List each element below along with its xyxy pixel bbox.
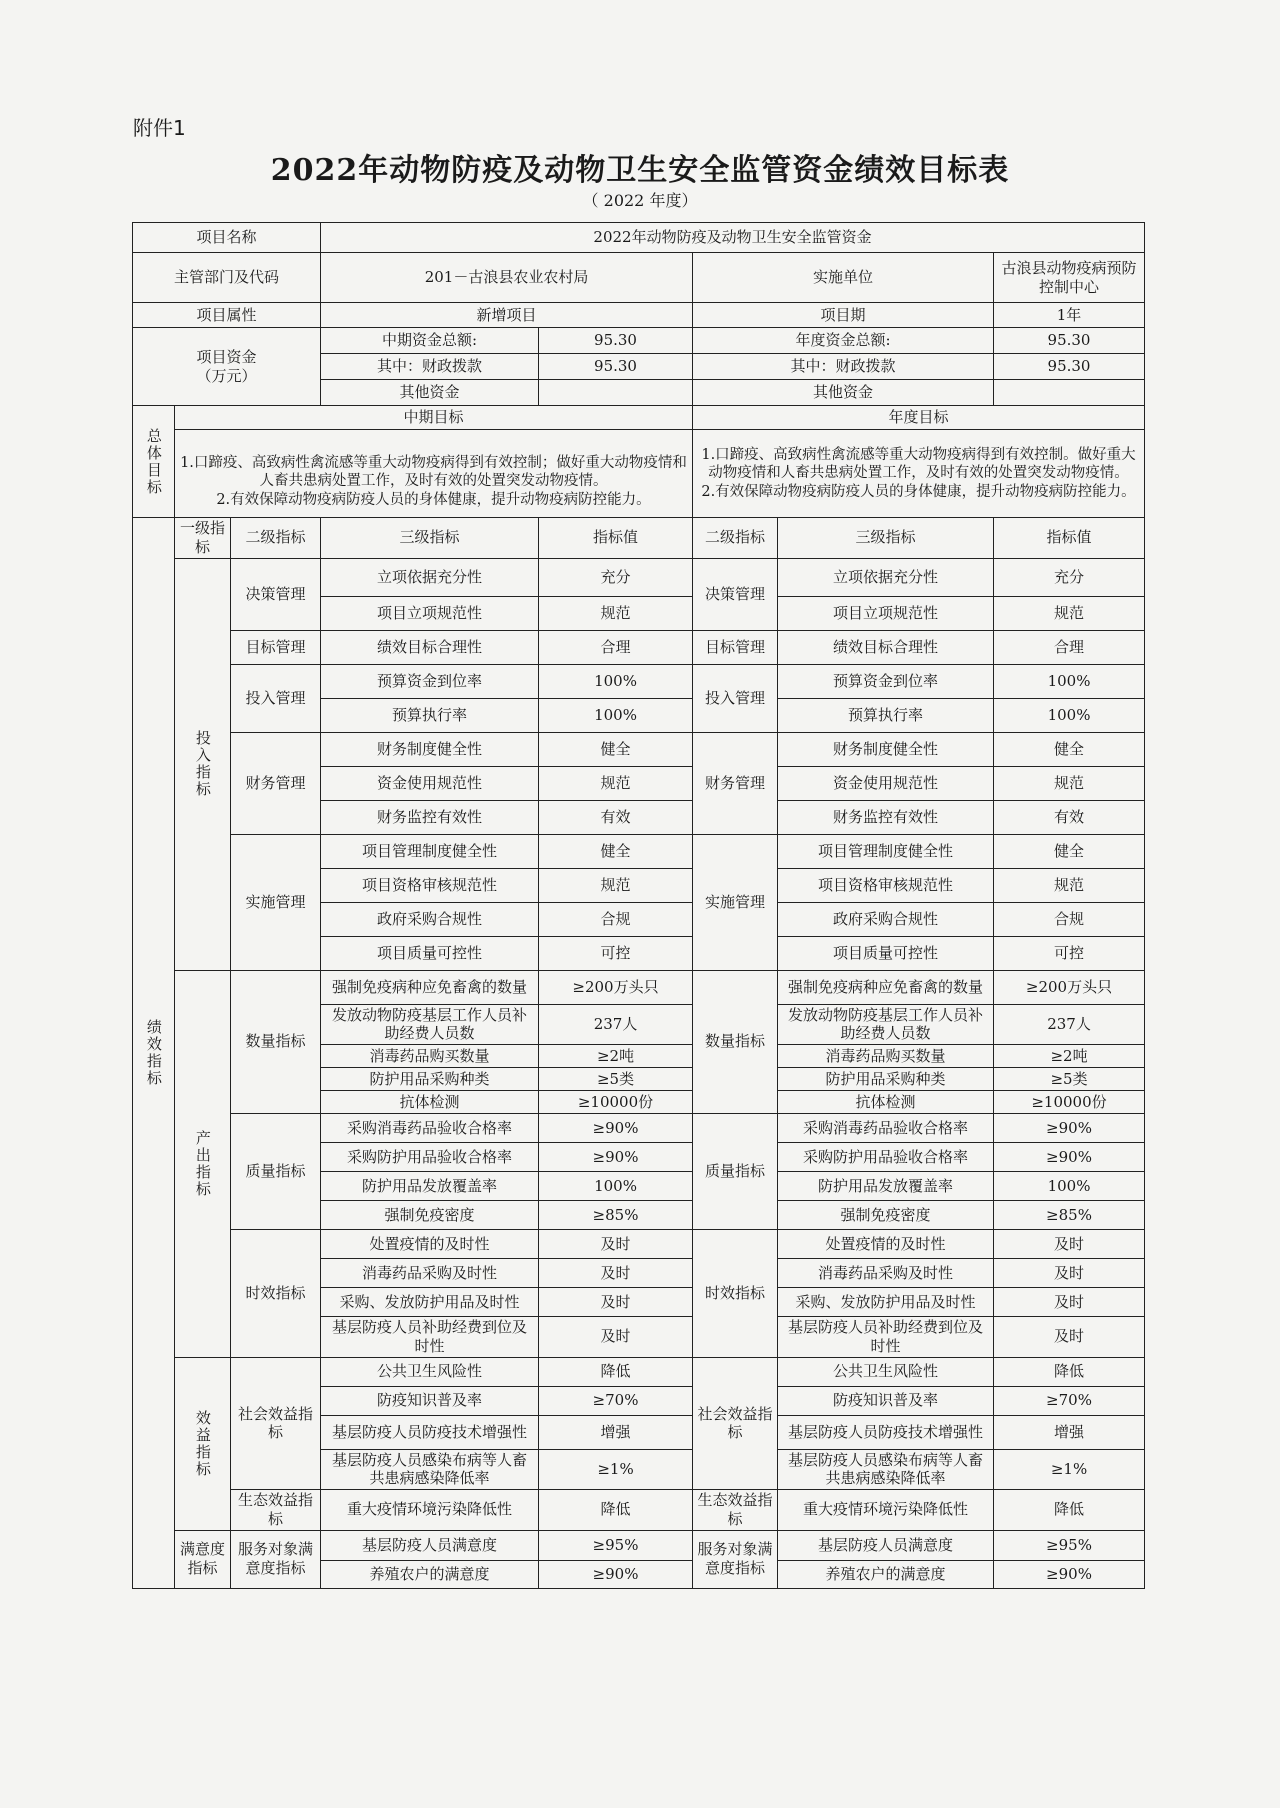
performance-target-table: [132, 222, 1145, 1589]
l3-indicator-value-annual: 有效: [994, 800, 1145, 834]
l3-indicator-value: 有效: [539, 800, 693, 834]
l3-indicator-name: 基层防疫人员满意度: [321, 1530, 539, 1560]
annual-total-label: 年度资金总额:: [693, 328, 994, 354]
l3-indicator-value: 规范: [539, 596, 693, 630]
l3-indicator-name: 重大疫情环境污染降低性: [321, 1490, 539, 1531]
l3-indicator-value-annual: ≥90%: [994, 1143, 1145, 1172]
mid-other-label: 其他资金: [321, 380, 539, 406]
period-label: 项目期: [693, 303, 994, 328]
annual-fiscal-value: 95.30: [994, 354, 1145, 380]
l3-indicator-value: ≥90%: [539, 1143, 693, 1172]
l3-indicator-value: 可控: [539, 936, 693, 970]
indicator-row: [133, 1357, 1145, 1386]
l3-indicator-name-annual: 强制免疫密度: [778, 1201, 994, 1230]
mid-goal-text: [175, 430, 693, 518]
l3-indicator-name-annual: 防护用品发放覆盖率: [778, 1172, 994, 1201]
l3-indicator-value-annual: 100%: [994, 664, 1145, 698]
mid-total-value: 95.30: [539, 328, 693, 354]
indicator-row: [133, 1230, 1145, 1259]
l3-indicator-name-annual: 采购消毒药品验收合格率: [778, 1114, 994, 1143]
l3-indicator-value-annual: ≥5类: [994, 1068, 1145, 1091]
l3-indicator-name: 立项依据充分性: [321, 558, 539, 596]
mid-total-label: 中期资金总额:: [321, 328, 539, 354]
l3-indicator-value-annual: 规范: [994, 868, 1145, 902]
indicator-row: [133, 664, 1145, 698]
l3-indicator-value: 100%: [539, 698, 693, 732]
annual-goal-label: 年度目标: [693, 406, 1145, 430]
l3-indicator-name: 抗体检测: [321, 1091, 539, 1114]
l3-indicator-value-annual: ≥200万头只: [994, 970, 1145, 1004]
l3-indicator-name: 防疫知识普及率: [321, 1386, 539, 1415]
l3-indicator-name: 项目立项规范性: [321, 596, 539, 630]
l3-indicator-value: 规范: [539, 868, 693, 902]
l3-indicator-value-annual: ≥85%: [994, 1201, 1145, 1230]
indicator-row: [133, 1530, 1145, 1560]
l3-indicator-value-annual: 可控: [994, 936, 1145, 970]
mid-goal-1: 1.口蹄疫、高致病性禽流感等重大动物疫病得到有效控制；做好重大动物疫情和人畜共患病处置工作，及时有效的处置突发动物疫情。: [180, 455, 687, 490]
dept-label: 主管部门及代码: [133, 253, 321, 303]
l2-indicator-implement: 实施管理: [231, 834, 321, 970]
l2-indicator-social: 社会效益指标: [231, 1357, 321, 1490]
funds-label: [133, 328, 321, 406]
l3-indicator-name: 养殖农户的满意度: [321, 1560, 539, 1588]
l3-indicator-value-annual: ≥95%: [994, 1530, 1145, 1560]
l3-indicator-name: 项目质量可控性: [321, 936, 539, 970]
l3-indicator-value: 100%: [539, 664, 693, 698]
period-value: 1年: [994, 303, 1145, 328]
indicator-row: [133, 970, 1145, 1004]
l3-indicator-name: 预算资金到位率: [321, 664, 539, 698]
l3-indicator-value: 合理: [539, 630, 693, 664]
attachment-label: 附件1: [133, 116, 186, 140]
annual-total-value: 95.30: [994, 328, 1145, 354]
l3-indicator-value: 合规: [539, 902, 693, 936]
l3-indicator-name: 采购防护用品验收合格率: [321, 1143, 539, 1172]
annual-other-label: 其他资金: [693, 380, 994, 406]
row-project-name: [133, 223, 1145, 253]
row-funds-total: [133, 328, 1145, 354]
l3-indicator-name: 政府采购合规性: [321, 902, 539, 936]
l3-indicator-name-annual: 防疫知识普及率: [778, 1386, 994, 1415]
l3-indicator-value: 及时: [539, 1317, 693, 1358]
l3-indicator-name-annual: 资金使用规范性: [778, 766, 994, 800]
row-indicator-head: [133, 518, 1145, 559]
mid-fiscal-value: 95.30: [539, 354, 693, 380]
l3-indicator-name-annual: 强制免疫病种应免畜禽的数量: [778, 970, 994, 1004]
l3-indicator-name: 强制免疫病种应免畜禽的数量: [321, 970, 539, 1004]
impl-label: 实施单位: [693, 253, 994, 303]
l3-indicator-value: ≥90%: [539, 1560, 693, 1588]
document-title: 2022年动物防疫及动物卫生安全监管资金绩效目标表: [270, 153, 1010, 188]
l2-indicator-social-annual: 社会效益指标: [693, 1357, 778, 1490]
l3-indicator-name: 项目管理制度健全性: [321, 834, 539, 868]
col-l2-header-annual: 二级指标: [693, 518, 778, 559]
l2-indicator-timeliness-annual: 时效指标: [693, 1230, 778, 1358]
l3-indicator-value-annual: 合理: [994, 630, 1145, 664]
l3-indicator-name-annual: 处置疫情的及时性: [778, 1230, 994, 1259]
col-value-header: 指标值: [539, 518, 693, 559]
l3-indicator-name-annual: 政府采购合规性: [778, 902, 994, 936]
l3-indicator-value: 健全: [539, 834, 693, 868]
l3-indicator-value: ≥2吨: [539, 1045, 693, 1068]
l3-indicator-name: 发放动物防疫基层工作人员补助经费人员数: [321, 1004, 539, 1045]
col-l1-header: 一级指标: [175, 518, 231, 559]
l3-indicator-name-annual: 基层防疫人员防疫技术增强性: [778, 1415, 994, 1449]
l3-indicator-name-annual: 重大疫情环境污染降低性: [778, 1490, 994, 1531]
l3-indicator-value-annual: 100%: [994, 1172, 1145, 1201]
l2-indicator-implement-annual: 实施管理: [693, 834, 778, 970]
l2-indicator-ecology-annual: 生态效益指标: [693, 1490, 778, 1531]
indicator-row: [133, 1490, 1145, 1531]
l2-indicator-decision-annual: 决策管理: [693, 558, 778, 630]
annual-fiscal-label: 其中：财政拨款: [693, 354, 994, 380]
l1-indicator-satisfaction: 满意度指标: [175, 1530, 231, 1588]
l3-indicator-name-annual: 基层防疫人员满意度: [778, 1530, 994, 1560]
l3-indicator-value-annual: 降低: [994, 1357, 1145, 1386]
l3-indicator-value-annual: ≥10000份: [994, 1091, 1145, 1114]
l3-indicator-value-annual: ≥90%: [994, 1560, 1145, 1588]
l3-indicator-value-annual: ≥2吨: [994, 1045, 1145, 1068]
l3-indicator-name-annual: 财务制度健全性: [778, 732, 994, 766]
mid-other-value: [539, 380, 693, 406]
indicator-row: [133, 732, 1145, 766]
l3-indicator-value: 及时: [539, 1259, 693, 1288]
l3-indicator-value-annual: 100%: [994, 698, 1145, 732]
l3-indicator-value: 降低: [539, 1490, 693, 1531]
col-l3-header-annual: 三级指标: [778, 518, 994, 559]
l2-indicator-timeliness: 时效指标: [231, 1230, 321, 1358]
funds-label-line2: （万元）: [196, 366, 257, 385]
l3-indicator-value: 237人: [539, 1004, 693, 1045]
l2-indicator-target: 目标管理: [231, 630, 321, 664]
l3-indicator-value: 降低: [539, 1357, 693, 1386]
l3-indicator-name-annual: 基层防疫人员补助经费到位及时性: [778, 1317, 994, 1358]
l3-indicator-name: 绩效目标合理性: [321, 630, 539, 664]
l3-indicator-value-annual: 健全: [994, 732, 1145, 766]
l3-indicator-value-annual: ≥1%: [994, 1449, 1145, 1490]
indicator-row: [133, 558, 1145, 596]
l3-indicator-name: 基层防疫人员防疫技术增强性: [321, 1415, 539, 1449]
l3-indicator-value-annual: 237人: [994, 1004, 1145, 1045]
l2-indicator-finance: 财务管理: [231, 732, 321, 834]
row-dept: [133, 253, 1145, 303]
l3-indicator-name-annual: 养殖农户的满意度: [778, 1560, 994, 1588]
col-l2-header: 二级指标: [231, 518, 321, 559]
l3-indicator-value-annual: ≥90%: [994, 1114, 1145, 1143]
project-name-value: 2022年动物防疫及动物卫生安全监管资金: [321, 223, 1145, 253]
performance-indicator-label: 绩效指标: [133, 518, 175, 1589]
l3-indicator-name-annual: 采购、发放防护用品及时性: [778, 1288, 994, 1317]
l3-indicator-value-annual: 增强: [994, 1415, 1145, 1449]
l3-indicator-name-annual: 项目管理制度健全性: [778, 834, 994, 868]
l3-indicator-name: 防护用品采购种类: [321, 1068, 539, 1091]
l3-indicator-name: 消毒药品采购及时性: [321, 1259, 539, 1288]
l3-indicator-name-annual: 项目立项规范性: [778, 596, 994, 630]
row-attr: [133, 303, 1145, 328]
attr-value: 新增项目: [321, 303, 693, 328]
l3-indicator-name: 强制免疫密度: [321, 1201, 539, 1230]
l3-indicator-value: ≥10000份: [539, 1091, 693, 1114]
l2-indicator-service: 服务对象满意度指标: [231, 1530, 321, 1588]
l3-indicator-name: 资金使用规范性: [321, 766, 539, 800]
l1-indicator-benefit: 效益指标: [175, 1357, 231, 1530]
l3-indicator-name-annual: 预算执行率: [778, 698, 994, 732]
l2-indicator-service-annual: 服务对象满意度指标: [693, 1530, 778, 1588]
l3-indicator-value: 100%: [539, 1172, 693, 1201]
l3-indicator-value: 健全: [539, 732, 693, 766]
l3-indicator-name: 财务监控有效性: [321, 800, 539, 834]
l2-indicator-decision: 决策管理: [231, 558, 321, 630]
l3-indicator-value-annual: 及时: [994, 1288, 1145, 1317]
l3-indicator-name-annual: 基层防疫人员感染布病等人畜共患病感染降低率: [778, 1449, 994, 1490]
l3-indicator-value: ≥200万头只: [539, 970, 693, 1004]
funds-label-line1: 项目资金: [196, 347, 257, 366]
l3-indicator-name-annual: 公共卫生风险性: [778, 1357, 994, 1386]
l3-indicator-name-annual: 财务监控有效性: [778, 800, 994, 834]
l3-indicator-value-annual: 规范: [994, 766, 1145, 800]
l3-indicator-value-annual: 合规: [994, 902, 1145, 936]
l3-indicator-name-annual: 采购防护用品验收合格率: [778, 1143, 994, 1172]
l2-indicator-invest-annual: 投入管理: [693, 664, 778, 732]
l2-indicator-finance-annual: 财务管理: [693, 732, 778, 834]
l3-indicator-name: 采购、发放防护用品及时性: [321, 1288, 539, 1317]
l3-indicator-name: 预算执行率: [321, 698, 539, 732]
l3-indicator-name: 财务制度健全性: [321, 732, 539, 766]
l3-indicator-name: 项目资格审核规范性: [321, 868, 539, 902]
l3-indicator-name-annual: 立项依据充分性: [778, 558, 994, 596]
l3-indicator-value-annual: ≥70%: [994, 1386, 1145, 1415]
l3-indicator-value: ≥70%: [539, 1386, 693, 1415]
l1-indicator-output: 产出指标: [175, 970, 231, 1357]
l3-indicator-name-annual: 绩效目标合理性: [778, 630, 994, 664]
l2-indicator-quality: 质量指标: [231, 1114, 321, 1230]
year-note: （ 2022 年度）: [582, 191, 698, 210]
l3-indicator-name-annual: 消毒药品采购及时性: [778, 1259, 994, 1288]
l3-indicator-value-annual: 健全: [994, 834, 1145, 868]
l3-indicator-value-annual: 充分: [994, 558, 1145, 596]
indicator-row: [133, 630, 1145, 664]
l3-indicator-value-annual: 降低: [994, 1490, 1145, 1531]
l3-indicator-value: ≥90%: [539, 1114, 693, 1143]
l2-indicator-quality-annual: 质量指标: [693, 1114, 778, 1230]
l3-indicator-name-annual: 项目质量可控性: [778, 936, 994, 970]
row-goals-body: [133, 430, 1145, 518]
l3-indicator-value-annual: 规范: [994, 596, 1145, 630]
l3-indicator-value: ≥85%: [539, 1201, 693, 1230]
l3-indicator-value-annual: 及时: [994, 1230, 1145, 1259]
l3-indicator-value: ≥95%: [539, 1530, 693, 1560]
l2-indicator-invest: 投入管理: [231, 664, 321, 732]
indicator-row: [133, 834, 1145, 868]
l3-indicator-name: 基层防疫人员感染布病等人畜共患病感染降低率: [321, 1449, 539, 1490]
l3-indicator-name-annual: 抗体检测: [778, 1091, 994, 1114]
col-value-header-annual: 指标值: [994, 518, 1145, 559]
l3-indicator-name: 采购消毒药品验收合格率: [321, 1114, 539, 1143]
l3-indicator-name: 基层防疫人员补助经费到位及时性: [321, 1317, 539, 1358]
overall-goal-label: 总体目标: [133, 406, 175, 518]
annual-goal-1: 1.口蹄疫、高致病性禽流感等重大动物疫病得到有效控制。做好重大动物疫情和人畜共患病处置工作，及时有效的处置突发动物疫情。: [701, 447, 1136, 482]
l3-indicator-name-annual: 项目资格审核规范性: [778, 868, 994, 902]
indicator-row: [133, 1114, 1145, 1143]
l3-indicator-value: ≥1%: [539, 1449, 693, 1490]
l3-indicator-value: ≥5类: [539, 1068, 693, 1091]
annual-other-value: [994, 380, 1145, 406]
dept-value: 201－古浪县农业农村局: [321, 253, 693, 303]
row-goals-head: [133, 406, 1145, 430]
l3-indicator-value-annual: 及时: [994, 1259, 1145, 1288]
annual-goal-2: 2.有效保障动物疫病防疫人员的身体健康，提升动物疫病防控能力。: [701, 483, 1136, 500]
annual-goal-text: [693, 430, 1145, 518]
l3-indicator-value-annual: 及时: [994, 1317, 1145, 1358]
l2-indicator-ecology: 生态效益指标: [231, 1490, 321, 1531]
l2-indicator-quantity-annual: 数量指标: [693, 970, 778, 1114]
l1-indicator-input: 投入指标: [175, 558, 231, 970]
l3-indicator-value: 充分: [539, 558, 693, 596]
col-l3-header: 三级指标: [321, 518, 539, 559]
l3-indicator-name: 防护用品发放覆盖率: [321, 1172, 539, 1201]
mid-fiscal-label: 其中：财政拨款: [321, 354, 539, 380]
l3-indicator-name-annual: 消毒药品购买数量: [778, 1045, 994, 1068]
l3-indicator-value: 及时: [539, 1288, 693, 1317]
mid-goal-2: 2.有效保障动物疫病防疫人员的身体健康，提升动物疫病防控能力。: [216, 491, 651, 508]
mid-goal-label: 中期目标: [175, 406, 693, 430]
l3-indicator-name-annual: 防护用品采购种类: [778, 1068, 994, 1091]
l2-indicator-quantity: 数量指标: [231, 970, 321, 1114]
l3-indicator-value: 规范: [539, 766, 693, 800]
l3-indicator-name-annual: 预算资金到位率: [778, 664, 994, 698]
attr-label: 项目属性: [133, 303, 321, 328]
l3-indicator-name-annual: 发放动物防疫基层工作人员补助经费人员数: [778, 1004, 994, 1045]
project-name-label: 项目名称: [133, 223, 321, 253]
l3-indicator-value: 增强: [539, 1415, 693, 1449]
l3-indicator-name: 消毒药品购买数量: [321, 1045, 539, 1068]
l2-indicator-target-annual: 目标管理: [693, 630, 778, 664]
l3-indicator-value: 及时: [539, 1230, 693, 1259]
l3-indicator-name: 公共卫生风险性: [321, 1357, 539, 1386]
impl-value: 古浪县动物疫病预防控制中心: [994, 253, 1145, 303]
l3-indicator-name: 处置疫情的及时性: [321, 1230, 539, 1259]
